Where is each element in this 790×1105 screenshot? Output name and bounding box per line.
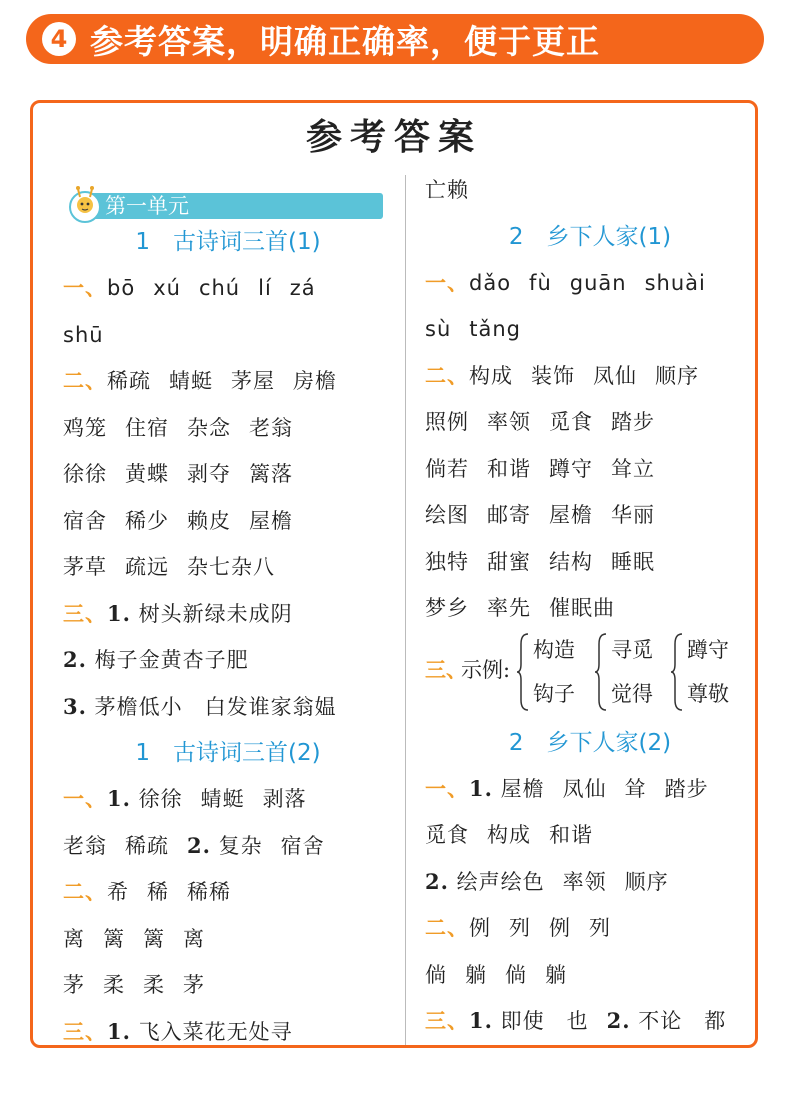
answer-line: 三、1. 即使 也 2. 不论 都 <box>425 1008 727 1033</box>
answer-line: 倘若 和谐 蹲守 耸立 <box>425 456 655 481</box>
header-banner <box>26 14 764 64</box>
answer-line: shū <box>63 322 104 347</box>
section-heading: 1 古诗词三首(2) <box>135 740 321 766</box>
answer-line: 觅食 构成 和谐 <box>425 823 593 847</box>
section-heading: 1 古诗词三首(1) <box>135 229 321 255</box>
answer-line: 二、例 列 例 列 <box>425 915 611 940</box>
column-divider <box>405 175 406 1048</box>
answer-line: 梦乡 率先 催眠曲 <box>425 596 615 620</box>
answer-line: 离 篱 篱 离 <box>63 926 205 951</box>
answer-line: 二、希 稀 稀稀 <box>63 879 231 904</box>
answer-line: 倘 躺 倘 躺 <box>425 962 567 987</box>
banner-title: 参考答案，明确正确率，便于更正 <box>90 21 600 61</box>
answer-line: 鸡笼 住宿 杂念 老翁 <box>63 415 293 440</box>
answer-line: 二、稀疏 蜻蜓 茅屋 房檐 <box>63 368 337 393</box>
answer-line: 三、1. 树头新绿未成阴 <box>63 600 293 626</box>
unit-label: 第一单元 <box>105 194 189 218</box>
answer-line: 徐徐 黄蝶 剥夺 篱落 <box>63 462 293 486</box>
answer-line: 茅 柔 柔 茅 <box>63 973 205 997</box>
answer-line: 独特 甜蜜 结构 睡眠 <box>425 549 655 574</box>
answer-panel <box>30 100 758 1048</box>
answer-line: 二、构成 装饰 凤仙 顺序 <box>425 362 699 388</box>
giraffe-icon <box>63 181 107 225</box>
example-group: 三、 示例: 构造 钩子 寻觅 觉得 蹲守 尊敬 <box>425 632 755 720</box>
answer-line: 一、dǎo fù guān shuài <box>425 270 706 295</box>
answer-line: 绘图 邮寄 屋檐 华丽 <box>425 503 655 527</box>
answer-line: 2. 梅子金黄杏子肥 <box>63 647 249 672</box>
step-number-badge: 4 <box>42 22 76 56</box>
answer-line: 老翁 稀疏 2. 复杂 宿舍 <box>63 832 325 858</box>
answer-line: 宿舍 稀少 赖皮 屋檐 <box>63 508 293 533</box>
answer-line: 一、bō xú chú lí zá <box>63 276 316 300</box>
answer-line: sù tǎng <box>425 317 522 341</box>
answer-line: 3. 茅檐低小 白发谁家翁媪 <box>63 693 337 719</box>
answer-line: 照例 率领 觅食 踏步 <box>425 410 655 434</box>
answer-line: 亡赖 <box>425 178 469 202</box>
brace-icon <box>517 632 529 712</box>
section-heading: 2 乡下人家(2) <box>508 729 672 756</box>
answer-line: 2. 绘声绘色 率领 顺序 <box>425 868 669 894</box>
answer-line: 茅草 疏远 杂七杂八 <box>63 555 275 579</box>
unit-header <box>63 181 393 219</box>
answer-line: 一、1. 屋檐 凤仙 耸 踏步 <box>425 775 709 801</box>
answer-line: 一、1. 徐徐 蜻蜓 剥落 <box>63 786 307 811</box>
left-column <box>63 175 393 1048</box>
panel-title: 参考答案 <box>305 117 482 158</box>
section-heading: 2 乡下人家(1) <box>508 223 672 250</box>
answer-line: 三、1. 飞入菜花无处寻 <box>63 1018 293 1044</box>
right-column <box>425 175 755 1045</box>
brace-icon <box>671 632 683 712</box>
brace-icon <box>595 632 607 712</box>
